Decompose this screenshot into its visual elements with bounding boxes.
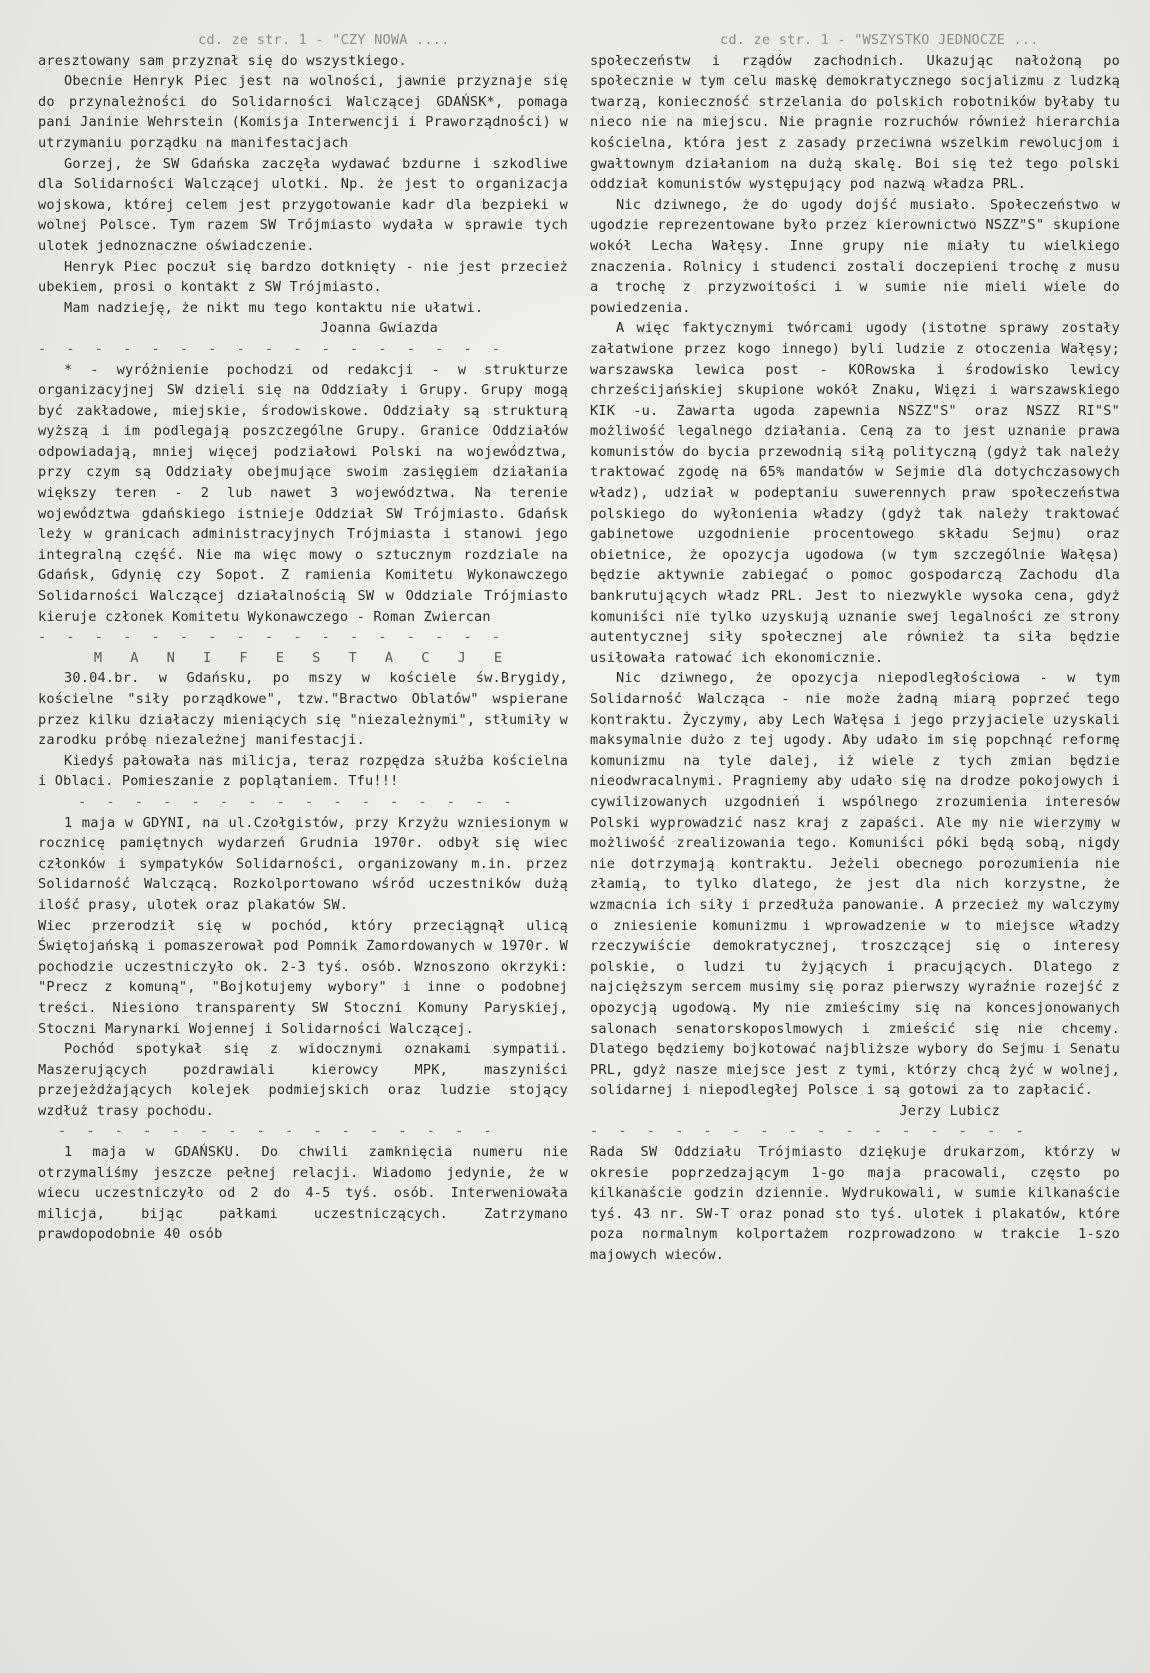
paragraph: Nic dziwnego, że do ugody dojść musiało. Społeczeństwo w ugodzie reprezentowane było przez kierownictwo NSZZ"S" skupione wokół Lecha Wałęsy. Inne grupy nie miały tu wielkiego znaczenia. Rolnicy i studenci zostali doczepieni trochę z musu a trochę z przyzwoitości i w sumie nie mieli wiele do powiedzenia. <box>590 196 1120 316</box>
footnote: * - wyróżnienie pochodzi od redakcji - w strukturze organizacyjnej SW dzieli się na Oddziały i Grupy. Grupy mogą być zakładowe, miejskie, środowiskowe. Oddziały są strukturą wyższą i im podlegają poszczególne Grupy. Granice Oddziałów odpowiadają, mniej więcej podziałowi Polski na województwa, przy czym są Oddziały obejmujące swoim zasięgiem działania większy teren - 2 lub nawet 3 województwa. Na terenie województwa gdańskiego istnieje Oddział SW Trójmiasto. Gdańsk leży w granicach administracyjnych Trójmiasta i stanowi jego integralną część. Nie ma więc mowy o sztucznym rozdziale na Gdańsk, Gdynię czy Sopot. Z ramienia Komitetu Wykonawczego Solidarności Walczącej działalnością SW w Oddziale Trójmiasto kieruje członek Komitetu Wykonawczego - Roman Zwiercan <box>38 361 568 625</box>
section-heading: M A N I F E S T A C J E <box>93 649 513 666</box>
paragraph: Gorzej, że SW Gdańska zaczęła wydawać bzdurne i szkodliwe dla Solidarności Walczącej ulotki. Np. że jest to organizacja wojskowa, której celem jest przygotowanie kadr dla bezpieki w wolnej Polsce. Tym razem SW Trójmiasto wydała w sprawie tych ulotek jednoznaczne oświadczenie. <box>38 155 568 254</box>
paragraph: Kiedyś pałowała nas milicja, teraz rozpędza służba kościelna i Oblaci. Pomieszanie z poplątaniem. Tfu!!! <box>38 752 568 790</box>
author-signature: Joanna Gwiazda <box>320 320 438 337</box>
paragraph: A więc faktycznymi twórcami ugody (istotne sprawy zostały załatwione przez kogo innego) byli ludzie z otoczenia Wałęsy; warszawska lewica post - KORowska i środowisko lewicy chrześcijańskiej skupione wokół Znaku, Więzi i warszawskiego KIK -u. Zawarta ugoda zapewnia NSZZ"S" oraz NSZZ RI"S" możliwość legalnego działania. Ceną za to jest uznanie prawa komunistów do bycia przewodnią siłą polityczną (gdyż tak należy traktować zgodę na 65% mandatów w Sejmie dla dotychczasowych władz), udział w podeptaniu suwerennych praw społeczeństwa polskiego do wyłonienia władzy (gdyż tak należy traktować gabinetowe uzgodnienie procentowego składu Sejmu) oraz obietnice, że opozycja ugodowa (w tym szczególnie Wałęsa) będzie aktywnie zabiegać o pomoc gospodarczą Zachodu dla bankrutujących władz PRL. Jest to niezwykle wysoka cena, gdyż komuniści nie tylko uzyskują uznanie swej legalności ze strony autentycznej siły społecznej ale również ta siła będzie usiłowała ratować ich ekonomicznie. <box>590 320 1120 666</box>
paragraph: 30.04.br. w Gdańsku, po mszy w kościele św.Brygidy, kościelne "siły porządkowe", tzw."Bractwo Oblatów" wspierane przez kilku działaczy mieniących się "niezależnymi", stłumiły w zarodku próbę niezależnej manifestacji. <box>38 670 568 749</box>
paragraph: Pochód spotykał się z widocznymi oznakami sympatii. Maszerujących pozdrawiali kierowcy MPK, maszyniści przejeżdżających kolejek podmiejskich oraz ludzie stojący wzdłuż trasy pochodu. <box>38 1041 568 1119</box>
left-column <box>38 30 568 1245</box>
right-column <box>590 30 1120 1266</box>
author-signature: Jerzy Lubicz <box>899 1102 1000 1119</box>
continuation-header-left: cd. ze str. 1 - "CZY NOWA .... <box>198 32 450 48</box>
paragraph: Obecnie Henryk Piec jest na wolności, jawnie przyznaje się do przynależności do Solidarności Walczącej GDAŃSK*, pomaga pani Janinie Wehrstein (Komisja Interwencji i Praworządności) w utrzymaniu porządku na manifestacjach <box>38 73 568 151</box>
divider: - - - - - - - - - - - - - - - - <box>590 1123 1030 1140</box>
divider: - - - - - - - - - - - - - - - - - <box>38 340 507 357</box>
divider: - - - - - - - - - - - - - - - - <box>78 793 518 810</box>
paragraph: aresztowany sam przyznał się do wszystkiego. <box>38 52 407 69</box>
divider: - - - - - - - - - - - - - - - - <box>58 1123 498 1140</box>
paragraph: Henryk Piec poczuł się bardzo dotknięty - nie jest przecież ubekiem, prosi o kontakt z SW Trójmiasto. <box>38 258 568 296</box>
paragraph: 1 maja w GDYNI, na ul.Czołgistów, przy Krzyżu wzniesionym w rocznicę pamiętnych wydarzeń Grudnia 1970r. odbył się wiec członków i sympatyków Solidarności, organizowany m.in. przez Solidarność Walczącą. Rozkolportowano wśród uczestników dużą ilość prasy, ulotek oraz plakatów SW. <box>38 814 568 913</box>
paragraph: Mam nadzieję, że nikt mu tego kontaktu nie ułatwi. <box>64 299 484 316</box>
paragraph: Nic dziwnego, że opozycja niepodległościowa - w tym Solidarność Walcząca - nie może żadną miarą poprzeć tego kontraktu. Życzymy, aby Lech Wałęsa i jego przyjaciele uzyskali maksymalnie dużo z tej ugody. Aby udało im się popchnąć reformę komunizmu na tyle dalej, iż wiele z tych zmian będzie nieodwracalnymi. Pragniemy aby udało się na drodze pokojowych i cywilizowanych uzgodnień i wspólnego zrozumienia interesów Polski wyprowadzić nasz kraj z zapaści. Ale my nie wierzymy w możliwość zrealizowania tego. Komuniści póki będą sobą, nigdy nie dotrzymają kontraktu. Jeżeli obecnego porozumienia nie złamią, to tylko dlatego, że jest dla nich korzystne, że wzmacnia ich siły i przedłuża panowanie. A przecież my walczymy o zniesienie komunizmu i wprowadzenie w to miejsce władzy rzeczywiście demokratycznej, troszczącej się o interesy polskie, o ludzi tu żyjących i pracujących. Dlatego z najcięższym sercem musimy się poraz pierwszy wyraźnie rozejść z opozycją ugodową. My nie zmieścimy się na koncesjonowanych salonach senatorskoposlmowych i zmieścić się nie chcemy. Dlatego będziemy bojkotować najbliższe wybory do Sejmu i Senatu PRL, gdyż nasze miejsce jest z tymi, którzy chcą żyć w wolnej, solidarnej i niepodległej Polsce i są gotowi za to zapłacić. <box>590 670 1120 1099</box>
continuation-header-right: cd. ze str. 1 - "WSZYSTKO JEDNOCZE ... <box>720 32 1039 48</box>
paragraph: Wiec przerodził się w pochód, który przeciągnął ulicą Świętojańską i pomaszerował pod Pomnik Zamordowanych w 1970r. W pochodzie uczestniczyło ok. 2-3 tyś. osób. Wznoszono okrzyki: "Precz z komuną", "Bojkotujemy wybory" i inne o podobnej treści. Niesiono transparenty SW Stoczni Komuny Paryskiej, Stoczni Marynarki Wojennej i Solidarności Walczącej. <box>38 917 568 1037</box>
divider: - - - - - - - - - - - - - - - - - <box>38 629 507 646</box>
paragraph: Rada SW Oddziału Trójmiasto dziękuje drukarzom, którzy w okresie poprzedzającym 1-go maja pracowali, często po kilkanaście godzin dziennie. Wydrukowali, w sumie kilkanaście tyś. 43 nr. SW-T oraz ponad sto tyś. ulotek i plakatów, które poza normalnym kolportażem rozprowadzono w trakcie 1-szo majowych wieców. <box>590 1144 1120 1264</box>
paragraph: społeczeństw i rządów zachodnich. Ukazując nałożoną po społecznie w tym celu maskę demokratycznego socjalizmu z ludzką twarzą, konieczność strzelania do polskich robotników byłaby tu nieco nie na miejscu. Nie pragnie rozruchów również hierarchia kościelna, która jest z zasady przeciwna wszelkim rewolucjom i gwałtownym działaniom na dużą skalę. Boi się też tego polski oddział komunistów występujący pod nazwą władza PRL. <box>590 52 1120 193</box>
paragraph: 1 maja w GDAŃSKU. Do chwili zamknięcia numeru nie otrzymaliśmy jeszcze pełnej relacji. Wiadomo jedynie, że w wiecu uczestniczyło od 2 do 4-5 tyś. osób. Interweniowała milicja, bijąc pałkami uczestniczących. Zatrzymano prawdopodobnie 40 osób <box>38 1144 568 1243</box>
